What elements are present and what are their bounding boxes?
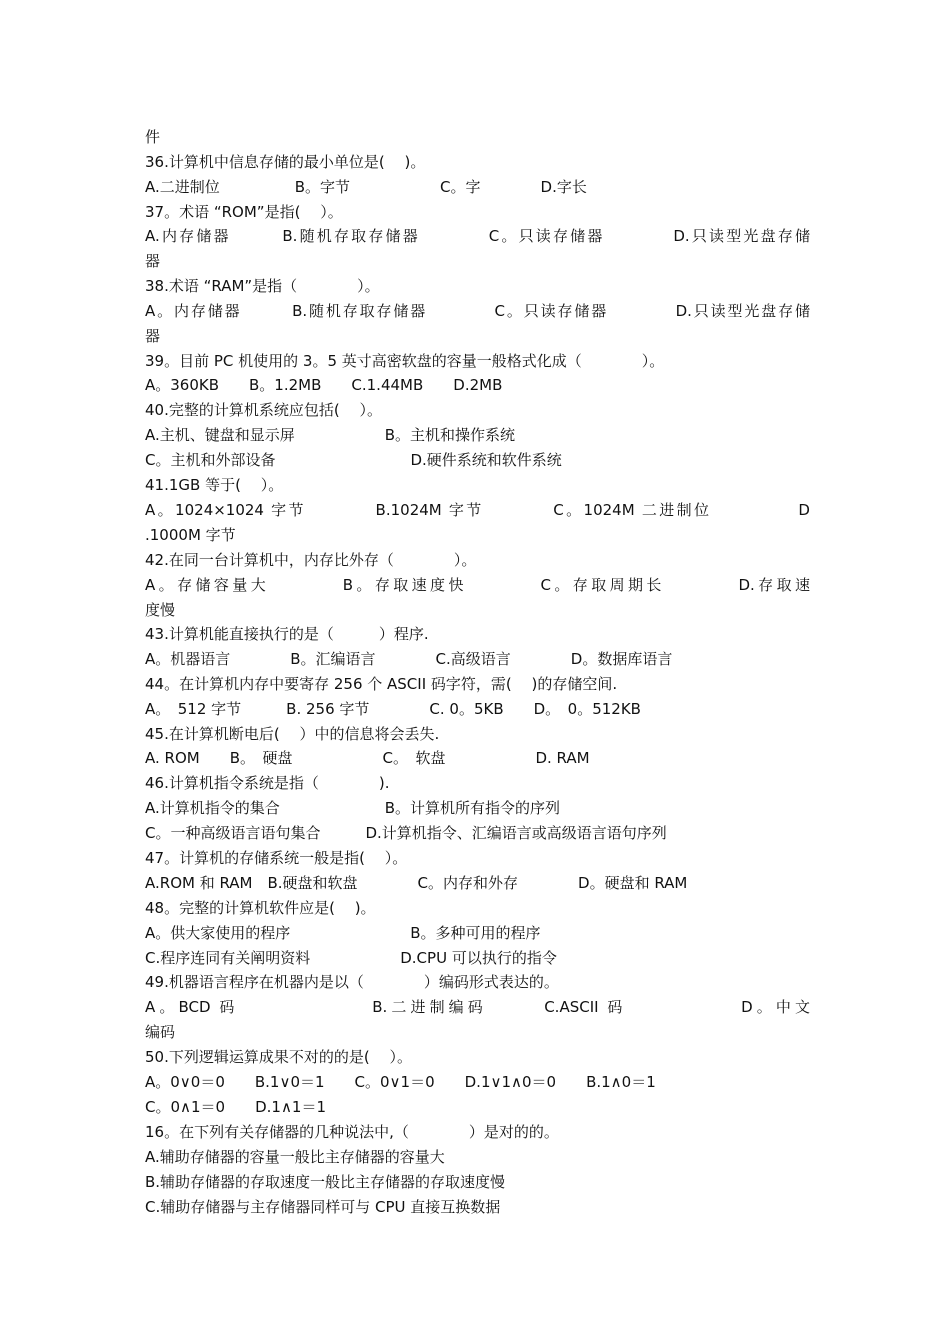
text-line: 件 — [145, 128, 161, 146]
options-43: A。机器语言 B。汇编语言 C.高级语言 D。数据库语言 — [145, 650, 673, 668]
options-46-ab: A.计算机指令的集合 B。计算机所有指令的序列 — [145, 799, 561, 817]
options-44: A。 512 字节 B. 256 字节 C. 0。5KB D。 0。512KB — [145, 700, 641, 718]
question-44: 44。在计算机内存中要寄存 256 个 ASCII 码字符，需( )的存储空间. — [145, 675, 618, 693]
question-50: 50.下列逻辑运算成果不对的的是( ）。 — [145, 1048, 412, 1066]
text-line: 器 — [145, 327, 161, 345]
options-48-cd: C.程序连同有关阐明资料 D.CPU 可以执行的指令 — [145, 949, 557, 967]
options-36: A.二进制位 B。字节 C。字 D.字长 — [145, 178, 587, 196]
options-49: A。BCD 码 B.二进制编码 C.ASCII 码 D。中文 — [145, 998, 810, 1016]
question-41: 41.1GB 等于( ）。 — [145, 476, 284, 494]
options-39: A。360KB B。1.2MB C.1.44MB D.2MB — [145, 376, 503, 394]
options-50-line1: A。0∨0＝0 B.1∨0＝1 C。0∨1＝0 D.1∨1∧0＝0 B.1∧0＝1 — [145, 1073, 656, 1091]
option-16-b: B.辅助存储器的存取速度一般比主存储器的存取速度慢 — [145, 1173, 506, 1191]
question-42: 42.在同一台计算机中，内存比外存（ ）。 — [145, 551, 477, 569]
text-line: 度慢 — [145, 601, 176, 619]
question-37: 37。术语 “ROM”是指( ）。 — [145, 203, 343, 221]
question-39: 39。目前 PC 机使用的 3。5 英寸高密软盘的容量一般格式化成（ ）。 — [145, 352, 665, 370]
question-16: 16。在下列有关存储器的几种说法中,（ ）是对的的。 — [145, 1123, 559, 1141]
options-41: A。1024×1024 字节 B.1024M 字节 C。1024M 二进制位 D — [145, 501, 810, 519]
options-45: A. ROM B。 硬盘 C。 软盘 D. RAM — [145, 749, 590, 767]
question-46: 46.计算机指令系统是指（ ). — [145, 774, 390, 792]
options-37: A.内存储器 B.随机存取存储器 C。只读存储器 D.只读型光盘存储 — [145, 227, 810, 245]
options-47: A.ROM 和 RAM B.硬盘和软盘 C。内存和外存 D。硬盘和 RAM — [145, 874, 688, 892]
option-16-a: A.辅助存储器的容量一般比主存储器的容量大 — [145, 1148, 445, 1166]
text-line: 编码 — [145, 1023, 176, 1041]
options-50-line2: C。0∧1＝0 D.1∧1＝1 — [145, 1098, 327, 1116]
options-40-cd: C。主机和外部设备 D.硬件系统和软件系统 — [145, 451, 562, 469]
options-42: A。存储容量大 B。存取速度快 C。存取周期长 D.存取速 — [145, 576, 810, 594]
options-38: A。内存储器 B.随机存取存储器 C。只读存储器 D.只读型光盘存储 — [145, 302, 810, 320]
question-45: 45.在计算机断电后( ）中的信息将会丢失. — [145, 725, 440, 743]
options-48-ab: A。供大家使用的程序 B。多种可用的程序 — [145, 924, 541, 942]
question-48: 48。完整的计算机软件应是( )。 — [145, 899, 376, 917]
options-40-ab: A.主机、键盘和显示屏 B。主机和操作系统 — [145, 426, 516, 444]
question-36: 36.计算机中信息存储的最小单位是( )。 — [145, 153, 426, 171]
text-line: 器 — [145, 252, 161, 270]
question-38: 38.术语 “RAM”是指（ ）。 — [145, 277, 380, 295]
question-43: 43.计算机能直接执行的是（ ）程序. — [145, 625, 429, 643]
text-line: .1000M 字节 — [145, 526, 236, 544]
question-49: 49.机器语言程序在机器内是以（ ）编码形式表达的。 — [145, 973, 559, 991]
question-47: 47。计算机的存储系统一般是指( ）。 — [145, 849, 408, 867]
question-40: 40.完整的计算机系统应包括( ）。 — [145, 401, 382, 419]
option-16-c: C.辅助存储器与主存储器同样可与 CPU 直接互换数据 — [145, 1198, 501, 1216]
options-46-cd: C。一种高级语言语句集合 D.计算机指令、汇编语言或高级语言语句序列 — [145, 824, 667, 842]
